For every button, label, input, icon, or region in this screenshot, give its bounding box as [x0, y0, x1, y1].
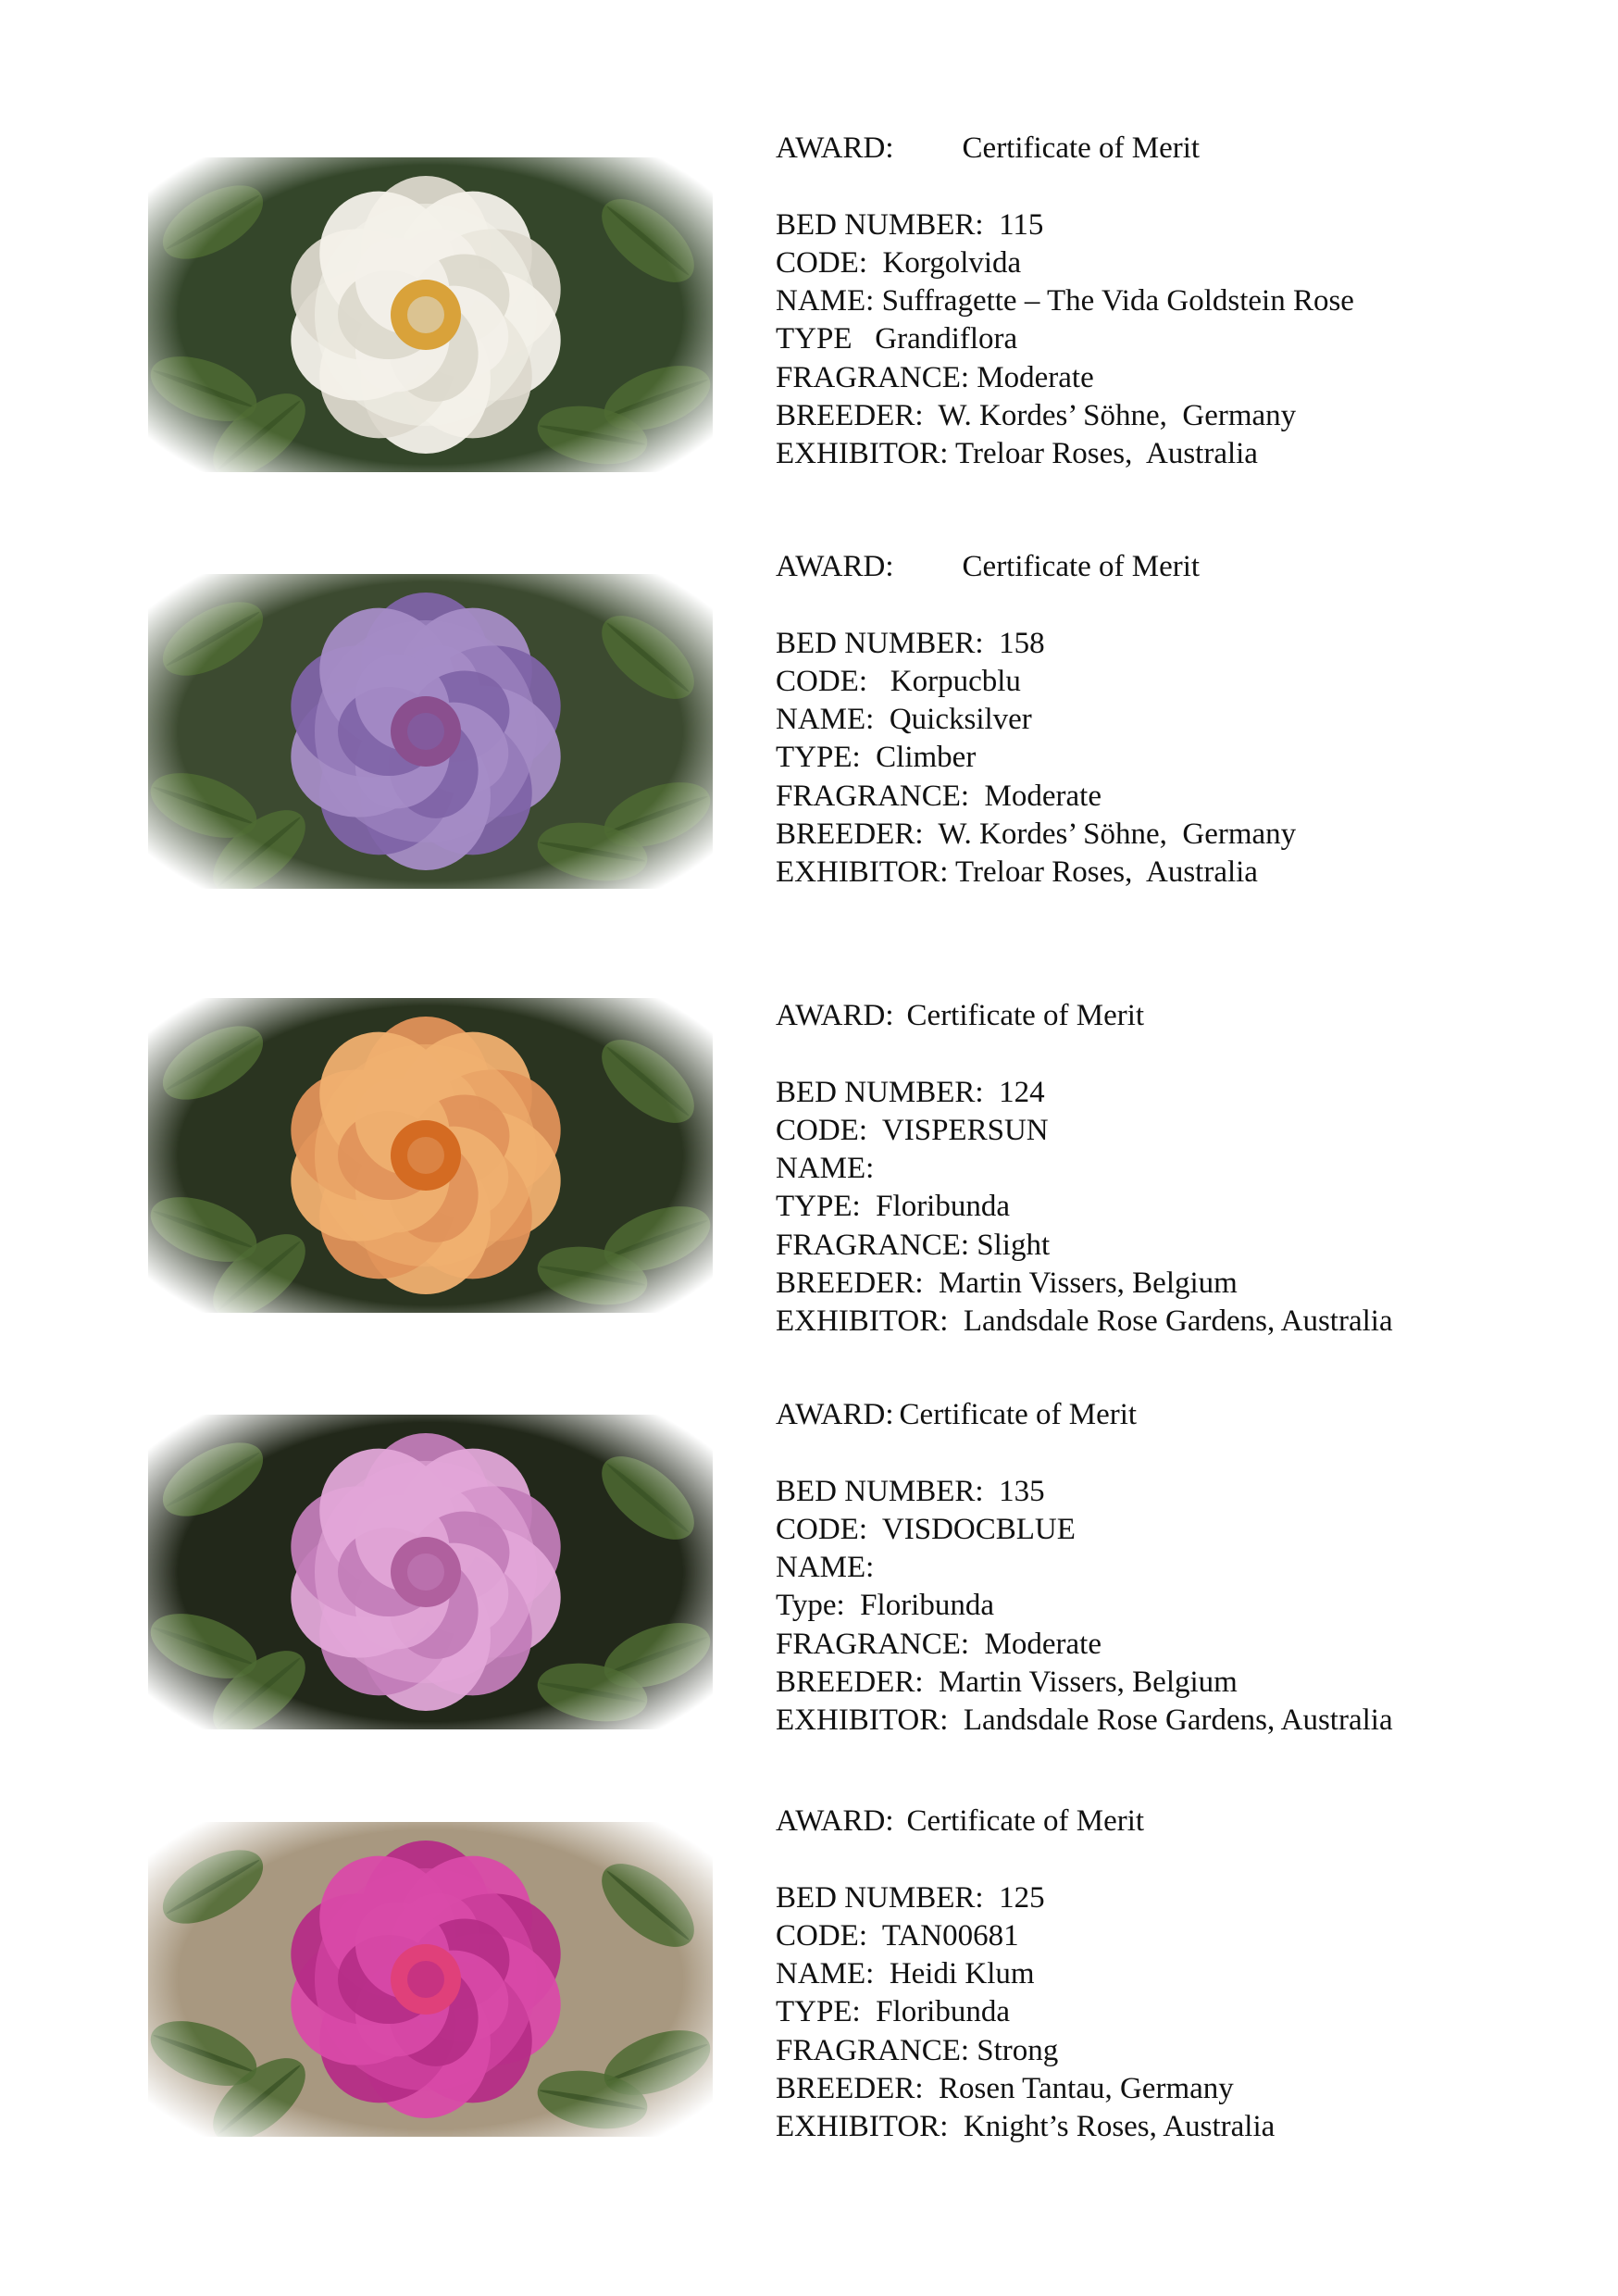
- detail-line: TYPE Grandiflora: [776, 322, 1018, 356]
- detail-line: NAME: Heidi Klum: [776, 1957, 1035, 1991]
- detail-line: BREEDER: Martin Vissers, Belgium: [776, 1666, 1238, 1700]
- white-rose-photo: [148, 157, 713, 472]
- magenta-rose-photo: [148, 1822, 713, 2137]
- detail-line: CODE: Korpucblu: [776, 664, 1021, 698]
- detail-line: BED NUMBER: 135: [776, 1474, 1045, 1508]
- award-value: Certificate of Merit: [906, 999, 1145, 1032]
- award-label: AWARD:: [776, 1804, 894, 1838]
- detail-line: EXHIBITOR: Landsdale Rose Gardens, Australia: [776, 1703, 1393, 1738]
- rose-details: [776, 1803, 1590, 2147]
- detail-line: CODE: VISDOCBLUE: [776, 1512, 1076, 1546]
- lilac-rose-photo: [148, 574, 713, 889]
- detail-line: NAME:: [776, 1551, 875, 1585]
- detail-line: CODE: TAN00681: [776, 1918, 1019, 1953]
- apricot-rose-photo: [148, 998, 713, 1313]
- award-label: AWARD:: [776, 999, 894, 1032]
- detail-line: Type: Floribunda: [776, 1589, 994, 1623]
- detail-line: TYPE: Floribunda: [776, 1995, 1010, 2029]
- detail-line: TYPE: Floribunda: [776, 1190, 1010, 1224]
- detail-line: FRAGRANCE: Moderate: [776, 360, 1094, 394]
- award-line: [776, 1396, 1590, 1434]
- detail-line: BED NUMBER: 124: [776, 1075, 1045, 1109]
- award-line: [776, 548, 1590, 586]
- award-value: Certificate of Merit: [962, 131, 1201, 165]
- award-line: [776, 997, 1590, 1035]
- detail-line: TYPE: Climber: [776, 741, 977, 775]
- rose-details: [776, 997, 1590, 1341]
- detail-line: BED NUMBER: 125: [776, 1880, 1045, 1915]
- rose-details: [776, 130, 1590, 474]
- award-value: Certificate of Merit: [899, 1398, 1138, 1431]
- rose-details: [776, 548, 1590, 892]
- detail-line: FRAGRANCE: Slight: [776, 1228, 1051, 1262]
- award-value: Certificate of Merit: [962, 550, 1201, 583]
- pink-rose-photo: [148, 1415, 713, 1729]
- detail-line: CODE: VISPERSUN: [776, 1113, 1049, 1147]
- award-label: AWARD:: [776, 550, 894, 583]
- detail-line: EXHIBITOR: Treloar Roses, Australia: [776, 437, 1258, 471]
- detail-line: FRAGRANCE: Moderate: [776, 779, 1101, 813]
- detail-line: BED NUMBER: 158: [776, 626, 1045, 660]
- detail-line: BREEDER: Rosen Tantau, Germany: [776, 2072, 1234, 2106]
- detail-line: EXHIBITOR: Knight’s Roses, Australia: [776, 2110, 1276, 2144]
- detail-line: NAME: Suffragette – The Vida Goldstein Rose: [776, 284, 1354, 318]
- award-value: Certificate of Merit: [906, 1804, 1145, 1838]
- award-label: AWARD:: [776, 1398, 894, 1431]
- detail-line: NAME:: [776, 1152, 875, 1186]
- award-label: AWARD:: [776, 131, 894, 165]
- detail-line: FRAGRANCE: Strong: [776, 2033, 1059, 2067]
- detail-line: EXHIBITOR: Treloar Roses, Australia: [776, 855, 1258, 890]
- detail-line: NAME: Quicksilver: [776, 703, 1032, 737]
- detail-line: EXHIBITOR: Landsdale Rose Gardens, Australia: [776, 1304, 1393, 1339]
- award-line: [776, 130, 1590, 168]
- rose-details: [776, 1396, 1590, 1741]
- detail-line: FRAGRANCE: Moderate: [776, 1627, 1101, 1661]
- detail-line: BREEDER: W. Kordes’ Söhne, Germany: [776, 817, 1297, 852]
- detail-line: CODE: Korgolvida: [776, 245, 1022, 280]
- detail-line: BREEDER: Martin Vissers, Belgium: [776, 1267, 1238, 1301]
- detail-line: BREEDER: W. Kordes’ Söhne, Germany: [776, 399, 1297, 433]
- award-line: [776, 1803, 1590, 1841]
- detail-line: BED NUMBER: 115: [776, 207, 1044, 242]
